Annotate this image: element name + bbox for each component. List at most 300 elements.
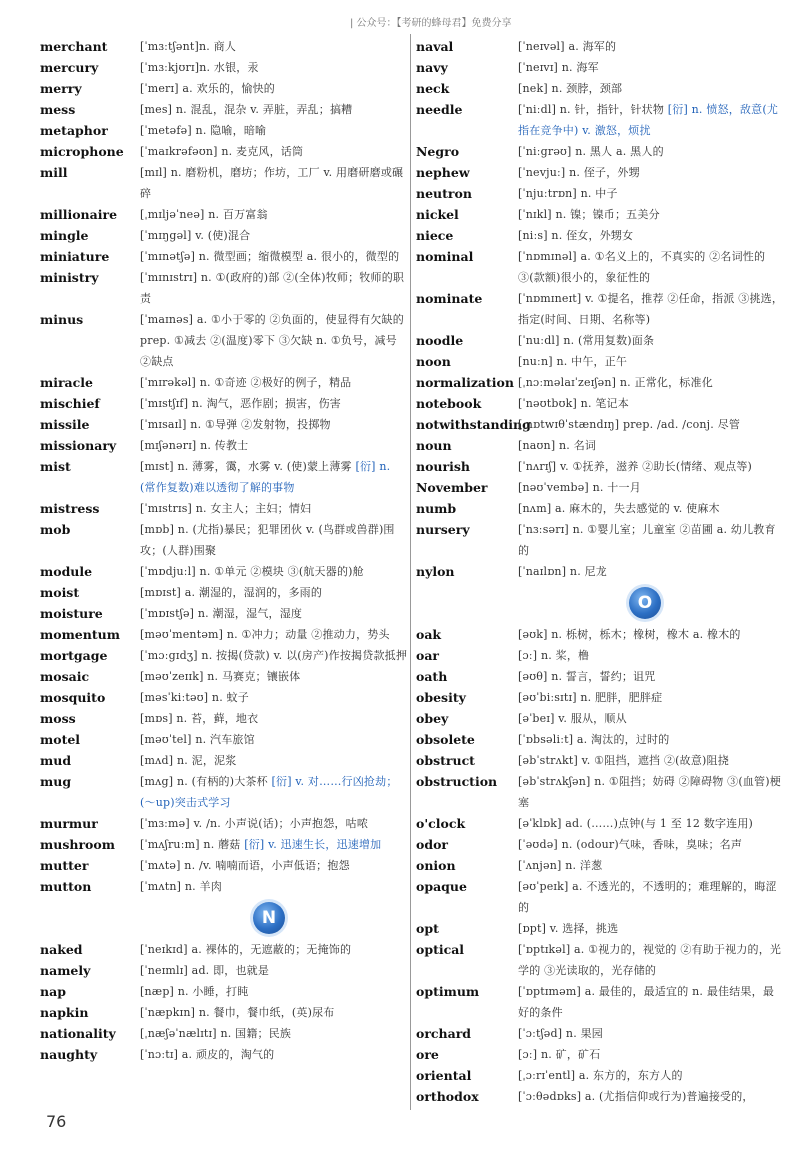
dictionary-entry	[416, 876, 784, 918]
dictionary-entry	[40, 36, 408, 57]
definition	[518, 393, 784, 414]
definition-text: [ˈnɒmɪnəl] a. ①名义上的，不真实的 ②名词性的 ③(款额)很小的，象征性的	[518, 250, 766, 284]
headword: normalization	[416, 375, 514, 390]
headword: nominate	[416, 291, 483, 306]
letter-n-badge: N	[253, 902, 285, 934]
definition-text: [naʊn] n. 名词	[518, 439, 597, 452]
definition	[140, 960, 408, 981]
definition	[140, 939, 408, 960]
headword: niece	[416, 228, 454, 243]
headword: oriental	[416, 1068, 472, 1083]
dictionary-entry	[416, 1023, 784, 1044]
dictionary-entry	[40, 939, 408, 960]
headword: obesity	[416, 690, 466, 705]
definition-text: [ˈnɜːsərɪ] n. ①婴儿室；儿童室 ②苗圃 a. 幼儿教育的	[518, 523, 776, 557]
dictionary-entry	[416, 141, 784, 162]
dictionary-entry	[40, 309, 408, 372]
definition	[518, 498, 784, 519]
left-column	[40, 36, 408, 1065]
definition	[518, 771, 784, 813]
definition	[140, 246, 408, 267]
dictionary-entry	[416, 750, 784, 771]
definition	[518, 708, 784, 729]
definition-text: [ˌnæʃəˈnælɪtɪ] n. 国籍；民族	[140, 1027, 292, 1040]
headword: minus	[40, 312, 84, 327]
definition-text: [ˈmerɪ] a. 欢乐的，愉快的	[140, 82, 275, 95]
headword: momentum	[40, 627, 120, 642]
watermark-header: | 公众号：【考研的蜂母君】免费分享	[350, 18, 512, 29]
headword: millionaire	[40, 207, 118, 222]
definition	[140, 876, 408, 897]
definition	[140, 624, 408, 645]
dictionary-entry	[40, 771, 408, 813]
definition	[140, 435, 408, 456]
headword: needle	[416, 102, 463, 117]
dictionary-entry	[40, 141, 408, 162]
definition	[518, 834, 784, 855]
dictionary-entry	[40, 813, 408, 834]
headword: mushroom	[40, 837, 115, 852]
dictionary-entry	[40, 435, 408, 456]
definition-text: [ˈnæpkɪn] n. 餐巾，餐巾纸，(英)尿布	[140, 1006, 335, 1019]
definition-text: [ˈnɔːtɪ] a. 顽皮的，淘气的	[140, 1048, 275, 1061]
definition	[140, 36, 408, 57]
definition-text: [ˈmʌʃruːm] n. 蘑菇	[140, 838, 241, 851]
definition	[518, 288, 784, 330]
definition-text: [ˈnəʊtbʊk] n. 笔记本	[518, 397, 629, 410]
definition-text: [ˈəʊdə] n. (odour)气味，香味，臭味；名声	[518, 838, 743, 851]
definition	[140, 414, 408, 435]
definition-text: [məʊˈzeɪɪk] n. 马赛克；镶嵌体	[140, 670, 301, 683]
definition	[518, 78, 784, 99]
headword: nap	[40, 984, 66, 999]
definition-text: [ˈnuːdl] n. (常用复数)面条	[518, 334, 655, 347]
derived-sense: [衍] n. (常作复数)难以透彻了解的事物	[140, 460, 391, 494]
definition-text: [əˈklɒk] ad. (……)点钟(与 1 至 12 数字连用)	[518, 817, 754, 830]
definition-text: [mɒb] n. (尤指)暴民；犯罪团伙 v. (鸟群或兽群)围攻；(人群)围聚	[140, 523, 395, 557]
right-column	[416, 36, 784, 1107]
headword: orchard	[416, 1026, 472, 1041]
headword: missile	[40, 417, 90, 432]
definition	[140, 1023, 408, 1044]
headword: ministry	[40, 270, 99, 285]
headword: noodle	[416, 333, 464, 348]
definition	[518, 918, 784, 939]
definition	[518, 351, 784, 372]
definition	[140, 456, 408, 498]
dictionary-entry	[40, 876, 408, 897]
definition-text: [ˈnaɪlɒn] n. 尼龙	[518, 565, 607, 578]
headword: naked	[40, 942, 83, 957]
definition	[518, 246, 784, 288]
definition-text: [ˈnjuːtrɒn] n. 中子	[518, 187, 618, 200]
definition	[518, 372, 784, 393]
definition-text: [ˈɔːtʃəd] n. 果园	[518, 1027, 604, 1040]
headword: numb	[416, 501, 457, 516]
definition	[518, 141, 784, 162]
headword: obstruction	[416, 774, 498, 789]
definition-text: [əbˈstrʌkʃən] n. ①阻挡；妨碍 ②障碍物 ③(血管)梗塞	[518, 775, 781, 809]
dictionary-entry	[416, 855, 784, 876]
dictionary-entry	[40, 225, 408, 246]
definition	[518, 1023, 784, 1044]
headword: neck	[416, 81, 450, 96]
dictionary-entry	[40, 498, 408, 519]
headword: mess	[40, 102, 76, 117]
definition-text: [ɔː] n. 桨，橹	[518, 649, 590, 662]
dictionary-entry	[40, 372, 408, 393]
definition	[140, 561, 408, 582]
definition-text: [ˈnɒmɪneɪt] v. ①提名，推荐 ②任命，指派 ③挑选，指定(时间、日期、名称等)	[518, 292, 784, 326]
definition	[140, 771, 408, 813]
definition-text: [ˈɒbsəliːt] a. 淘汰的，过时的	[518, 733, 670, 746]
definition-text: [ˈɔːθədɒks] a. (尤指信仰或行为)普遍接受的，	[518, 1090, 754, 1103]
dictionary-entry	[416, 666, 784, 687]
headword: missionary	[40, 438, 117, 453]
definition-text: [əʊθ] n. 誓言，誓约；诅咒	[518, 670, 656, 683]
column-divider	[410, 34, 411, 1110]
definition	[518, 414, 784, 435]
dictionary-entry	[40, 1002, 408, 1023]
headword: odor	[416, 837, 449, 852]
dictionary-entry	[416, 204, 784, 225]
definition	[140, 267, 408, 309]
definition-text: [ˈmɔːgɪdʒ] n. 按揭(贷款) v. 以(房产)作按揭贷款抵押	[140, 649, 408, 662]
headword: notwithstanding	[416, 417, 531, 432]
definition	[140, 603, 408, 624]
headword: o'clock	[416, 816, 466, 831]
dictionary-entry	[416, 477, 784, 498]
definition	[518, 1065, 784, 1086]
headword: mortgage	[40, 648, 108, 663]
definition	[140, 225, 408, 246]
headword: metaphor	[40, 123, 108, 138]
headword: naval	[416, 39, 454, 54]
dictionary-entry	[416, 834, 784, 855]
headword: mercury	[40, 60, 99, 75]
headword: optical	[416, 942, 465, 957]
definition-text: [ˈmʌtn] n. 羊肉	[140, 880, 222, 893]
definition-text: [mʌg] n. (有柄的)大茶杯	[140, 775, 268, 788]
definition	[140, 99, 408, 120]
definition	[518, 666, 784, 687]
headword: ore	[416, 1047, 439, 1062]
definition	[518, 330, 784, 351]
dictionary-entry	[416, 393, 784, 414]
headword: module	[40, 564, 93, 579]
definition-text: [ˈɒptɪməm] a. 最佳的，最适宜的 n. 最佳结果，最好的条件	[518, 985, 775, 1019]
definition	[140, 813, 408, 834]
dictionary-entry	[416, 456, 784, 477]
dictionary-entry	[416, 687, 784, 708]
definition-text: [mʌd] n. 泥，泥浆	[140, 754, 237, 767]
definition	[140, 1002, 408, 1023]
headword: miniature	[40, 249, 110, 264]
dictionary-entry	[40, 645, 408, 666]
definition-text: [ˈmɒdjuːl] n. ①单元 ②模块 ③(航天器的)舱	[140, 565, 364, 578]
definition-text: [ˈʌnjən] n. 洋葱	[518, 859, 603, 872]
definition	[140, 78, 408, 99]
dictionary-entry	[416, 918, 784, 939]
dictionary-entry	[40, 561, 408, 582]
dictionary-entry	[416, 57, 784, 78]
definition-text: [ˈniːgrəʊ] n. 黑人 a. 黑人的	[518, 145, 664, 158]
dictionary-entry	[40, 624, 408, 645]
dictionary-entry	[416, 99, 784, 141]
dictionary-entry	[416, 645, 784, 666]
definition-text: [mɪst] n. 薄雾，霭，水雾 v. (使)蒙上薄雾	[140, 460, 352, 473]
definition	[518, 624, 784, 645]
definition-text: [mɪl] n. 磨粉机，磨坊；作坊，工厂 v. 用磨研磨或碾碎	[140, 166, 404, 200]
headword: mingle	[40, 228, 89, 243]
definition-text: [mes] n. 混乱，混杂 v. 弄脏，弄乱；搞糟	[140, 103, 353, 116]
definition	[518, 1044, 784, 1065]
dictionary-entry	[40, 750, 408, 771]
definition-text: [ɒpt] v. 选择，挑选	[518, 922, 619, 935]
definition-text: [ˈnevjuː] n. 侄子，外甥	[518, 166, 640, 179]
definition	[140, 141, 408, 162]
dictionary-entry	[40, 414, 408, 435]
definition	[140, 666, 408, 687]
definition-text: [məsˈkiːtəʊ] n. 蚊子	[140, 691, 250, 704]
dictionary-entry	[40, 729, 408, 750]
definition	[140, 519, 408, 561]
definition-text: [məʊˈtel] n. 汽车旅馆	[140, 733, 255, 746]
definition	[140, 309, 408, 372]
definition-text: [ˈmɜːmə] v. /n. 小声说(话)；小声抱怨，咕哝	[140, 817, 369, 830]
definition	[518, 939, 784, 981]
headword: napkin	[40, 1005, 89, 1020]
dictionary-entry	[40, 666, 408, 687]
headword: opt	[416, 921, 439, 936]
definition	[518, 876, 784, 918]
definition-text: [ˈneɪvəl] a. 海军的	[518, 40, 617, 53]
dictionary-entry	[40, 603, 408, 624]
letter-o-badge: O	[629, 587, 661, 619]
dictionary-entry	[416, 1086, 784, 1107]
definition-text: [ˈmʌtə] n. /v. 喃喃而语，小声低语；抱怨	[140, 859, 350, 872]
dictionary-entry	[40, 687, 408, 708]
dictionary-entry	[416, 771, 784, 813]
dictionary-entry	[416, 36, 784, 57]
dictionary-entry	[40, 456, 408, 498]
definition-text: [mɪʃənərɪ] n. 传教士	[140, 439, 249, 452]
definition-text: [ˈmɜːtʃənt]n. 商人	[140, 40, 237, 53]
definition-text: [əʊˈbiːsɪtɪ] n. 肥胖，肥胖症	[518, 691, 663, 704]
headword: miracle	[40, 375, 93, 390]
definition-text: [məʊˈmentəm] n. ①冲力；动量 ②推动力，势头	[140, 628, 390, 641]
headword: nickel	[416, 207, 459, 222]
dictionary-entry	[40, 855, 408, 876]
dictionary-entry	[416, 225, 784, 246]
definition	[140, 1044, 408, 1065]
headword: oar	[416, 648, 440, 663]
headword: navy	[416, 60, 448, 75]
definition-text: [ˈmɪnɪstrɪ] n. ①(政府的)部 ②(全体)牧师；牧师的职责	[140, 271, 405, 305]
headword: moss	[40, 711, 76, 726]
definition-text: [ˈnʌrɪʃ] v. ①抚养，滋养 ②助长(情绪、观点等)	[518, 460, 753, 473]
headword: merchant	[40, 39, 108, 54]
definition-text: [ˈmɜːkjʊrɪ]n. 水银，汞	[140, 61, 259, 74]
headword: mosaic	[40, 669, 90, 684]
definition	[518, 36, 784, 57]
derived-sense: [衍] n. 愤怒，敌意(尤指在竞争中) v. 激怒，烦扰	[518, 103, 779, 137]
definition	[518, 813, 784, 834]
dictionary-entry	[416, 939, 784, 981]
definition	[518, 204, 784, 225]
section-letter-row	[506, 582, 784, 624]
definition-text: [ˈɒptɪkəl] a. ①视力的，视觉的 ②有助于视力的，光学的 ③光读取的，光存储的	[518, 943, 782, 977]
headword: merry	[40, 81, 82, 96]
definition-text: [əˈbeɪ] v. 服从，顺从	[518, 712, 627, 725]
dictionary-entry	[40, 57, 408, 78]
headword: nylon	[416, 564, 455, 579]
headword: mistress	[40, 501, 100, 516]
dictionary-entry	[40, 981, 408, 1002]
definition-text: [mɒɪst] a. 潮湿的，湿润的，多雨的	[140, 586, 323, 599]
headword: oath	[416, 669, 448, 684]
dictionary-entry	[416, 498, 784, 519]
dictionary-entry	[416, 1044, 784, 1065]
definition	[140, 498, 408, 519]
dictionary-entry	[416, 162, 784, 183]
definition	[140, 981, 408, 1002]
headword: moisture	[40, 606, 103, 621]
headword: November	[416, 480, 488, 495]
definition-text: [ˈmɪstʃɪf] n. 淘气，恶作剧；损害，伤害	[140, 397, 341, 410]
headword: oak	[416, 627, 442, 642]
definition	[518, 477, 784, 498]
dictionary-entry	[416, 372, 784, 393]
dictionary-entry	[40, 162, 408, 204]
definition	[140, 204, 408, 225]
definition	[140, 855, 408, 876]
headword: neutron	[416, 186, 472, 201]
definition-text: [ˈneɪkɪd] a. 裸体的，无遮蔽的；无掩饰的	[140, 943, 352, 956]
dictionary-entry	[40, 267, 408, 309]
definition	[140, 120, 408, 141]
definition	[140, 687, 408, 708]
definition-text: [ɔː] n. 矿，矿石	[518, 1048, 601, 1061]
headword: mob	[40, 522, 71, 537]
dictionary-entry	[416, 813, 784, 834]
definition-text: [ˈniːdl] n. 针，指针，针状物	[518, 103, 665, 116]
headword: moist	[40, 585, 80, 600]
dictionary-entry	[40, 99, 408, 120]
definition-text: [ˈneɪvɪ] n. 海军	[518, 61, 599, 74]
definition-text: [ˈmɪsaɪl] n. ①导弹 ②发射物，投掷物	[140, 418, 331, 431]
definition-text: [mɒs] n. 苔，藓，地衣	[140, 712, 259, 725]
definition	[140, 162, 408, 204]
definition	[140, 708, 408, 729]
definition-text: [ˈmetəfə] n. 隐喻，暗喻	[140, 124, 267, 137]
definition-text: [nek] n. 颈脖，颈部	[518, 82, 623, 95]
definition	[140, 750, 408, 771]
definition	[518, 99, 784, 141]
dictionary-entry	[416, 351, 784, 372]
definition-text: [ˈneɪmlɪ] ad. 即，也就是	[140, 964, 270, 977]
dictionary-entry	[416, 414, 784, 435]
headword: nominal	[416, 249, 474, 264]
definition	[140, 57, 408, 78]
definition-text: [ˌmɪljəˈneə] n. 百万富翁	[140, 208, 268, 221]
definition	[518, 456, 784, 477]
headword: onion	[416, 858, 456, 873]
definition	[140, 645, 408, 666]
dictionary-entry	[40, 1044, 408, 1065]
definition	[140, 834, 408, 855]
definition-text: [ˈmaɪnəs] a. ①小于零的 ②负面的，使显得有欠缺的 prep. ①减去 ②(温度)零下 ③欠缺 n. ①负号，减号 ②缺点	[140, 313, 404, 368]
dictionary-entry	[40, 1023, 408, 1044]
headword: naughty	[40, 1047, 98, 1062]
headword: Negro	[416, 144, 460, 159]
definition-text: [əʊk] n. 栎树，栎木；橡树，橡木 a. 橡木的	[518, 628, 741, 641]
dictionary-entry	[40, 78, 408, 99]
derived-sense: [衍] v. 对……行凶抢劫；(～up)突击式学习	[140, 775, 398, 809]
headword: optimum	[416, 984, 480, 999]
dictionary-entry	[40, 834, 408, 855]
definition	[518, 519, 784, 561]
headword: notebook	[416, 396, 482, 411]
headword: noon	[416, 354, 451, 369]
definition	[518, 687, 784, 708]
definition-text: [ˌɔːrɪˈentl] a. 东方的，东方人的	[518, 1069, 683, 1082]
dictionary-entry	[416, 1065, 784, 1086]
dictionary-entry	[416, 288, 784, 330]
headword: orthodox	[416, 1089, 479, 1104]
dictionary-entry	[416, 981, 784, 1023]
headword: mischief	[40, 396, 100, 411]
definition	[518, 225, 784, 246]
dictionary-entry	[416, 183, 784, 204]
headword: mill	[40, 165, 68, 180]
definition-text: [əbˈstrʌkt] v. ①阻挡，遮挡 ②(故意)阻挠	[518, 754, 729, 767]
definition-text: [ˌnɒtwɪθˈstændɪŋ] prep. /ad. /conj. 尽管	[518, 418, 741, 431]
dictionary-entry	[416, 561, 784, 582]
dictionary-entry	[40, 204, 408, 225]
definition	[140, 582, 408, 603]
definition	[140, 372, 408, 393]
definition	[518, 162, 784, 183]
headword: namely	[40, 963, 91, 978]
definition-text: [nʌm] a. 麻木的，失去感觉的 v. 使麻木	[518, 502, 720, 515]
headword: noun	[416, 438, 452, 453]
dictionary-entry	[416, 729, 784, 750]
headword: mutter	[40, 858, 89, 873]
definition	[518, 645, 784, 666]
dictionary-entry	[40, 246, 408, 267]
headword: obey	[416, 711, 449, 726]
headword: opaque	[416, 879, 467, 894]
headword: obstruct	[416, 753, 475, 768]
dictionary-entry	[40, 708, 408, 729]
definition-text: [ˈmɪŋgəl] v. (使)混合	[140, 229, 251, 242]
derived-sense: [衍] v. 迅速生长，迅速增加	[244, 838, 382, 851]
headword: nationality	[40, 1026, 116, 1041]
dictionary-entry	[416, 435, 784, 456]
dictionary-entry	[40, 120, 408, 141]
headword: nephew	[416, 165, 470, 180]
headword: nourish	[416, 459, 470, 474]
headword: motel	[40, 732, 81, 747]
dictionary-entry	[416, 624, 784, 645]
dictionary-entry	[40, 393, 408, 414]
definition	[518, 561, 784, 582]
dictionary-entry	[416, 246, 784, 288]
headword: mud	[40, 753, 72, 768]
dictionary-entry	[416, 78, 784, 99]
dictionary-entry	[40, 582, 408, 603]
